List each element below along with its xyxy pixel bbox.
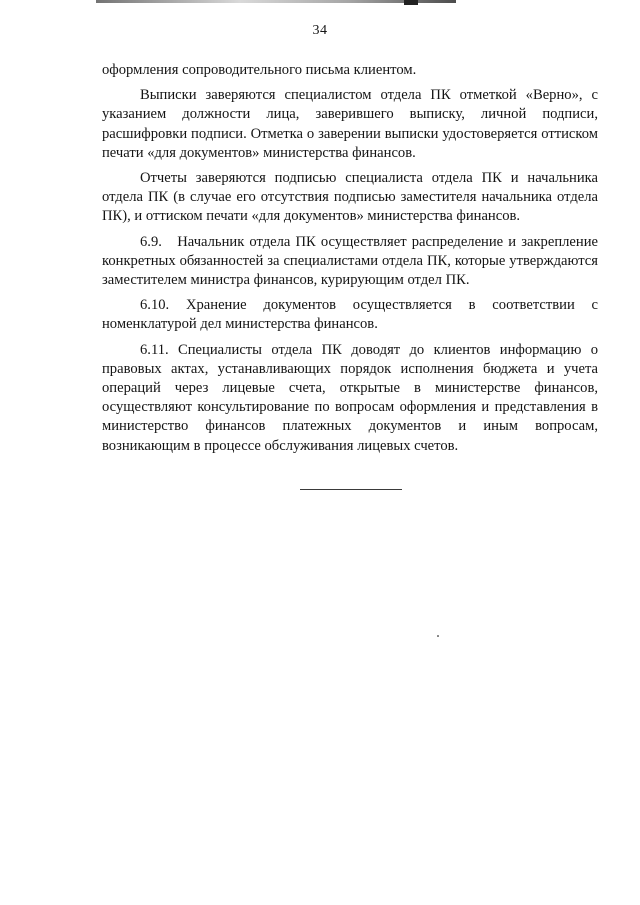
scan-artifact-top-mark bbox=[404, 0, 418, 5]
paragraph-6-9: 6.9. Начальник отдела ПК осуществляет распределение и закрепление конкретных обязанностей за специалистами отдела ПК, которые утверждаются заместителем министра финансов, курирующим отдел ПК. bbox=[102, 233, 598, 289]
end-of-document-rule bbox=[300, 489, 402, 490]
document-body bbox=[102, 61, 598, 462]
paragraph-continuation: оформления сопроводительного письма клиентом. bbox=[102, 62, 417, 78]
paragraph-6-11: 6.11. Специалисты отдела ПК доводят до клиентов информацию о правовых актах, устанавливающих порядок исполнения бюджета и учета операций через лицевые счета, открытые в министерстве финансов, осуществляют консультирование по вопросам оформления и представления в министерство финансов платежных документов и иным вопросам, возникающим в процессе обслуживания лицевых счетов. bbox=[102, 341, 598, 454]
page-number: 34 bbox=[312, 23, 328, 38]
scan-artifact-top-edge bbox=[96, 0, 456, 3]
paragraph-extract-certification: Выписки заверяются специалистом отдела ПК отметкой «Верно», с указанием должности лица, заверившего выписку, личной подписи, расшифровки подписи. Отметка о заверении выписки удостоверяется оттиском печати «для документов» министерства финансов. bbox=[102, 87, 598, 161]
paragraph-6-10: 6.10. Хранение документов осуществляется в соответствии с номенклатурой дел министерства финансов. bbox=[102, 297, 598, 333]
scan-speck bbox=[437, 635, 439, 637]
paragraph-report-certification: Отчеты заверяются подписью специалиста отдела ПК и начальника отдела ПК (в случае его отсутствия подписью заместителя начальника отдела ПК), и оттиском печати «для документов» министерства финансов. bbox=[102, 170, 598, 225]
